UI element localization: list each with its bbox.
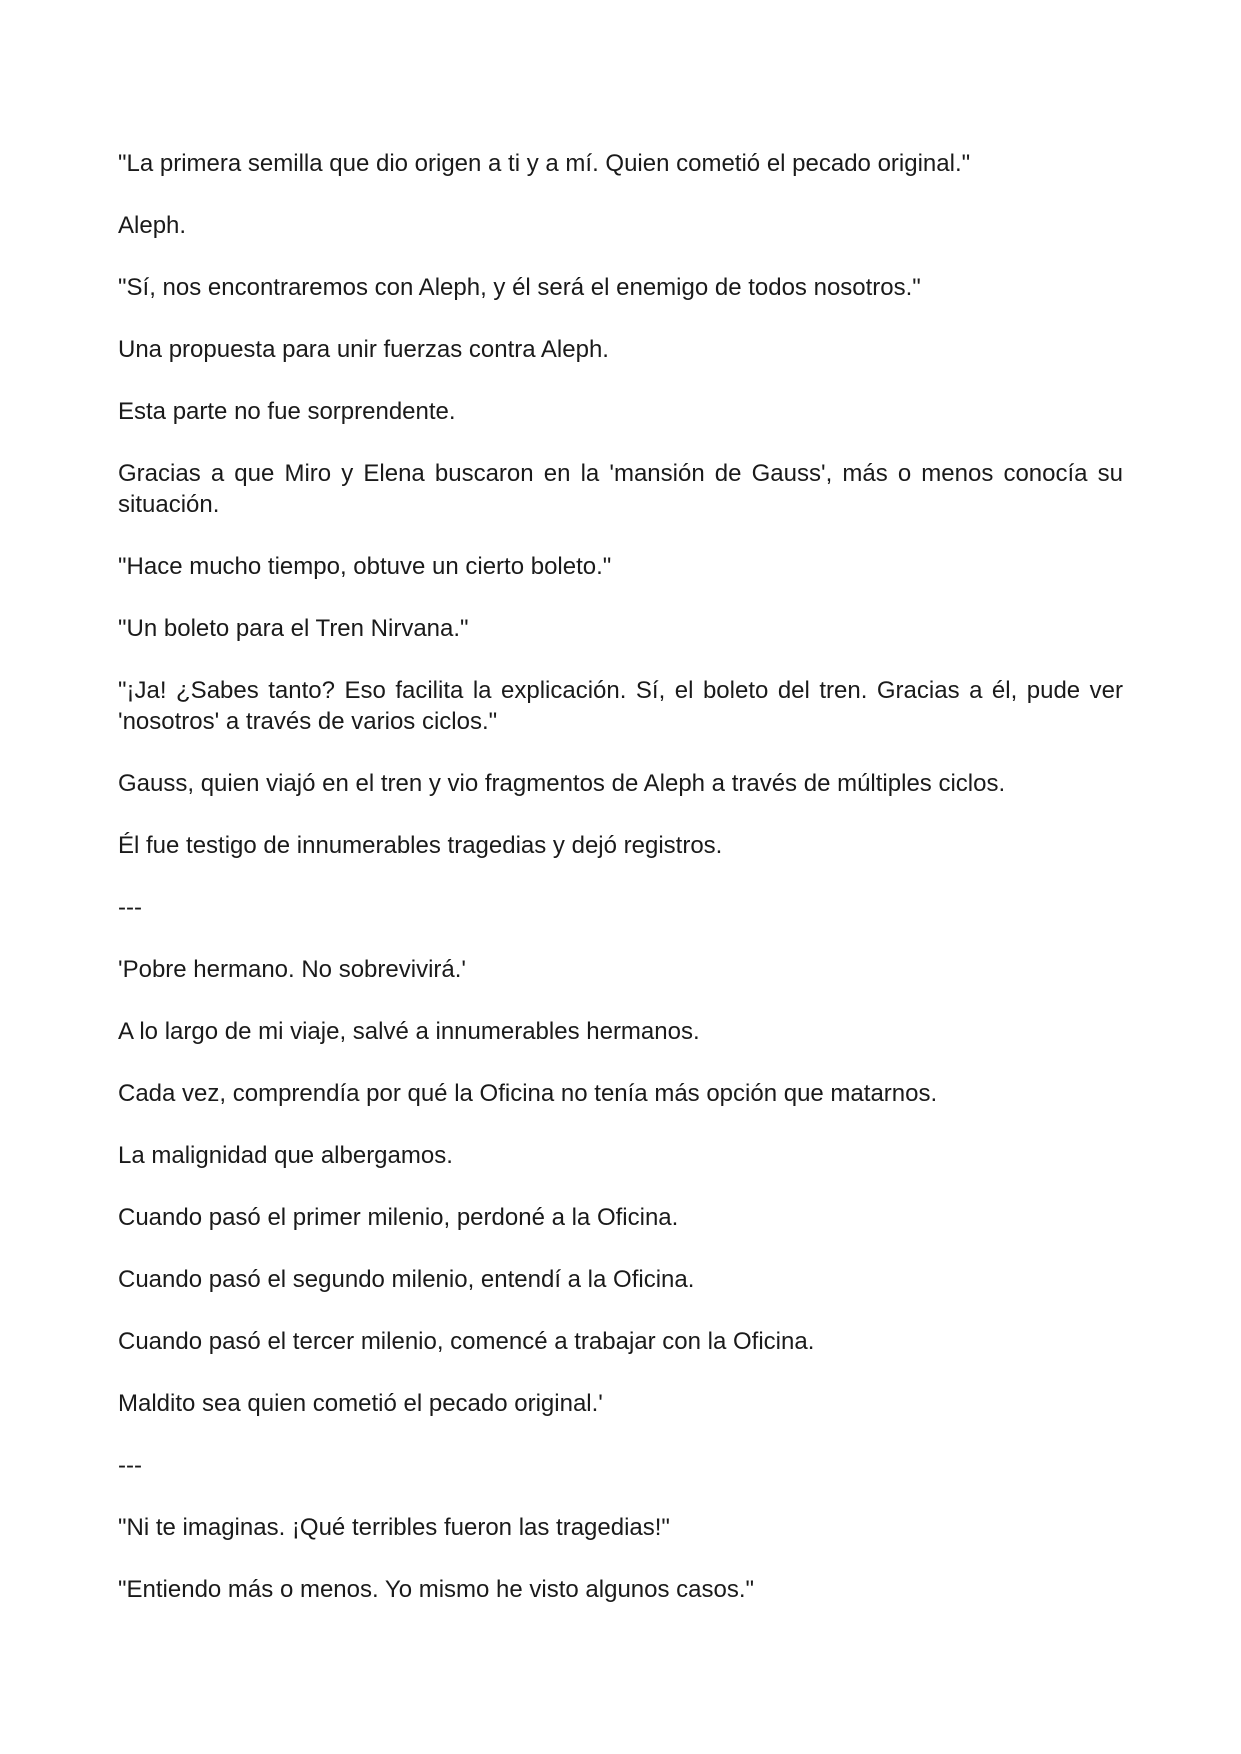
paragraph-2: Aleph.	[118, 212, 187, 239]
paragraph-15: La malignidad que albergamos.	[118, 1142, 453, 1169]
paragraph-10: Gauss, quien viajó en el tren y vio fragmentos de Aleph a través de múltiples ciclos.	[118, 770, 1006, 797]
paragraph-8: "Un boleto para el Tren Nirvana."	[118, 615, 469, 642]
paragraph-20: "Ni te imaginas. ¡Qué terribles fueron las tragedias!"	[118, 1514, 670, 1541]
paragraph-12: 'Pobre hermano. No sobrevivirá.'	[118, 956, 466, 983]
paragraph-7: "Hace mucho tiempo, obtuve un cierto boleto."	[118, 553, 612, 580]
paragraph-4: Una propuesta para unir fuerzas contra Aleph.	[118, 336, 609, 363]
paragraph-16: Cuando pasó el primer milenio, perdoné a la Oficina.	[118, 1204, 679, 1231]
paragraph-3: "Sí, nos encontraremos con Aleph, y él será el enemigo de todos nosotros."	[118, 274, 921, 301]
paragraph-21: "Entiendo más o menos. Yo mismo he visto algunos casos."	[118, 1576, 755, 1603]
paragraph-14: Cada vez, comprendía por qué la Oficina no tenía más opción que matarnos.	[118, 1080, 938, 1107]
document-body	[118, 148, 1123, 1636]
paragraph-9: "¡Ja! ¿Sabes tanto? Eso facilita la explicación. Sí, el boleto del tren. Gracias a él, pude ver 'nosotros' a través de varios ciclos."	[118, 677, 1123, 735]
paragraph-13: A lo largo de mi viaje, salvé a innumerables hermanos.	[118, 1018, 700, 1045]
paragraph-1: "La primera semilla que dio origen a ti y a mí. Quien cometió el pecado original."	[118, 150, 971, 177]
section-separator-2: ---	[118, 1452, 142, 1479]
paragraph-6: Gracias a que Miro y Elena buscaron en la 'mansión de Gauss', más o menos conocía su situación.	[118, 460, 1123, 518]
paragraph-5: Esta parte no fue sorprendente.	[118, 398, 456, 425]
section-separator-1: ---	[118, 894, 142, 921]
paragraph-18: Cuando pasó el tercer milenio, comencé a trabajar con la Oficina.	[118, 1328, 815, 1355]
paragraph-19: Maldito sea quien cometió el pecado original.'	[118, 1390, 603, 1417]
paragraph-11: Él fue testigo de innumerables tragedias y dejó registros.	[118, 832, 723, 859]
paragraph-17: Cuando pasó el segundo milenio, entendí a la Oficina.	[118, 1266, 695, 1293]
